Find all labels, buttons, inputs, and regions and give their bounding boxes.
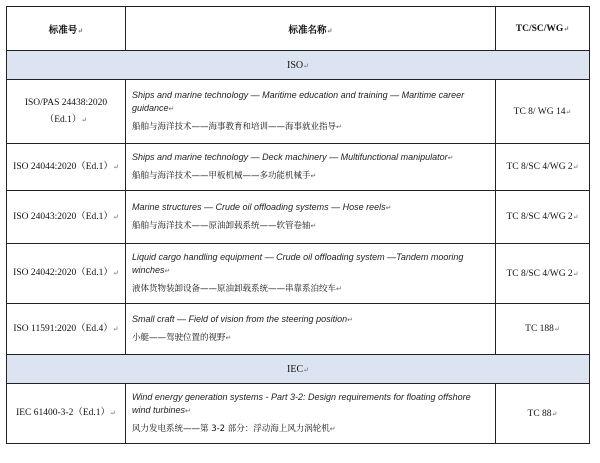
paragraph-mark: ↵ (336, 123, 342, 131)
standard-code (7, 244, 126, 304)
committee (496, 304, 590, 355)
paragraph-mark: ↵ (329, 425, 336, 433)
title-en (132, 313, 489, 327)
paragraph-mark: ↵ (112, 324, 119, 333)
committee-text: TC 188 (525, 324, 554, 334)
paragraph-mark: ↵ (112, 212, 119, 221)
standard-code-text: ISO 24044:2020（Ed.1） (13, 161, 113, 172)
title-en-text: Ships and marine technology — Deck machinery — Multifunctional manipulator (132, 152, 448, 162)
paragraph-mark: ↵ (112, 269, 119, 277)
paragraph-mark: ↵ (225, 334, 232, 342)
standard-code-text: ISO 24043:2020（Ed.1） (13, 211, 113, 222)
committee (496, 80, 590, 144)
standard-title (126, 384, 496, 444)
title-zh (132, 422, 489, 436)
committee-text: TC 8/SC 4/WG 2 (506, 268, 573, 279)
paragraph-mark: ↵ (185, 408, 191, 415)
standard-code-line (7, 95, 125, 112)
standard-code (7, 144, 126, 191)
title-en (132, 89, 489, 116)
paragraph-mark: ↵ (112, 162, 119, 171)
committee (496, 384, 590, 444)
table-body (7, 51, 590, 444)
table-row (7, 384, 590, 444)
paragraph-mark: ↵ (164, 268, 171, 275)
standard-code (7, 384, 126, 444)
title-zh (132, 331, 489, 345)
committee-text: TC 88 (527, 408, 552, 419)
standard-code-line (7, 321, 125, 338)
paragraph-mark: ↵ (310, 222, 317, 230)
title-zh-text: 船舶与海洋技术——海事教育和培训——海事就业指导 (132, 122, 337, 132)
standard-code (7, 191, 126, 244)
table-row (7, 304, 590, 355)
title-en (132, 201, 489, 215)
title-en-text: Ships and marine technology — Maritime education and training — Maritime career guidance (132, 90, 465, 113)
standard-code-line (7, 405, 125, 422)
standard-code-line (7, 265, 125, 282)
standard-code-text: ISO 24042:2020（Ed.1） (13, 268, 113, 278)
committee-text: TC 8/ WG 14 (513, 106, 566, 117)
section-label-text: ISO (287, 59, 304, 71)
title-zh-text: 船舶与海洋技术——甲板机械——多功能机械手 (132, 171, 311, 181)
title-en-text: Wind energy generation systems - Part 3-2: Design requirements for floating offshore wind turbines (132, 392, 471, 415)
paragraph-mark: ↵ (572, 213, 579, 221)
table-row (7, 80, 590, 144)
section-label-text: IEC (287, 363, 304, 375)
title-en (132, 391, 489, 418)
standard-code-text: （Ed.1） (44, 114, 82, 125)
standard-code-text: IEC 61400-3-2（Ed.1） (16, 408, 111, 418)
standard-code-text: ISO/PAS 24438:2020 (24, 97, 108, 108)
section-label (7, 51, 590, 80)
paragraph-mark: ↵ (168, 106, 175, 113)
standard-code (7, 80, 126, 144)
standard-title (126, 80, 496, 144)
table-row (7, 244, 590, 304)
standard-code (7, 304, 126, 355)
title-en-text: Marine structures — Crude oil offloading systems — Hose reels (132, 202, 386, 212)
committee (496, 244, 590, 304)
standard-code-line (7, 159, 125, 176)
committee (496, 191, 590, 244)
header-code: 标准号↵ (7, 7, 126, 51)
title-zh-text: 液体货物装卸设备——原油卸载系统——串靠系泊绞车 (132, 284, 337, 294)
title-zh-text: 船舶与海洋技术——原油卸载系统——软管卷轴 (132, 221, 311, 231)
standard-code-text: ISO 11591:2020（Ed.4） (13, 323, 113, 334)
standard-title (126, 144, 496, 191)
committee (496, 144, 590, 191)
paragraph-mark: ↵ (385, 205, 392, 212)
paragraph-mark: ↵ (110, 409, 116, 417)
paragraph-mark: ↵ (572, 163, 579, 171)
header-name: 标准名称↵ (126, 7, 496, 51)
header-row (7, 7, 590, 51)
paragraph-mark: ↵ (572, 269, 579, 278)
standard-title (126, 244, 496, 304)
standard-title (126, 304, 496, 355)
paragraph-mark: ↵ (310, 172, 317, 180)
title-en (132, 251, 489, 278)
title-zh-text: 小艇——驾驶位置的视野 (132, 333, 226, 343)
header-committee: TC/SC/WG↵ (496, 7, 590, 51)
title-zh (132, 120, 489, 134)
table-row (7, 191, 590, 244)
table-row (7, 144, 590, 191)
standards-table (6, 6, 590, 444)
title-en-text: Small craft — Field of vision from the steering position (132, 314, 348, 324)
section-row (7, 51, 590, 80)
standard-title (126, 191, 496, 244)
paragraph-mark: ↵ (336, 285, 342, 293)
paragraph-mark: ↵ (447, 155, 454, 162)
title-zh (132, 169, 489, 183)
section-label (7, 355, 590, 384)
paragraph-mark: ↵ (81, 115, 88, 124)
paragraph-mark: ↵ (347, 317, 353, 324)
paragraph-mark: ↵ (553, 325, 560, 333)
paragraph-mark: ↵ (565, 107, 572, 116)
title-en-text: Liquid cargo handling equipment — Crude oil offloading system —Tandem mooring winches (132, 252, 464, 275)
standard-code-line (7, 209, 125, 226)
committee-text: TC 8/SC 4/WG 2 (506, 162, 573, 172)
section-row (7, 355, 590, 384)
title-zh (132, 282, 489, 296)
paragraph-mark: ↵ (551, 409, 558, 418)
committee-text: TC 8/SC 4/WG 2 (506, 212, 573, 222)
title-en (132, 151, 489, 165)
title-zh-text: 风力发电系统——第 3-2 部分：浮动海上风力涡轮机 (132, 424, 330, 434)
paragraph-mark: ↵ (303, 365, 309, 374)
title-zh (132, 219, 489, 233)
paragraph-mark: ↵ (303, 61, 309, 70)
standard-code-line (7, 112, 125, 129)
